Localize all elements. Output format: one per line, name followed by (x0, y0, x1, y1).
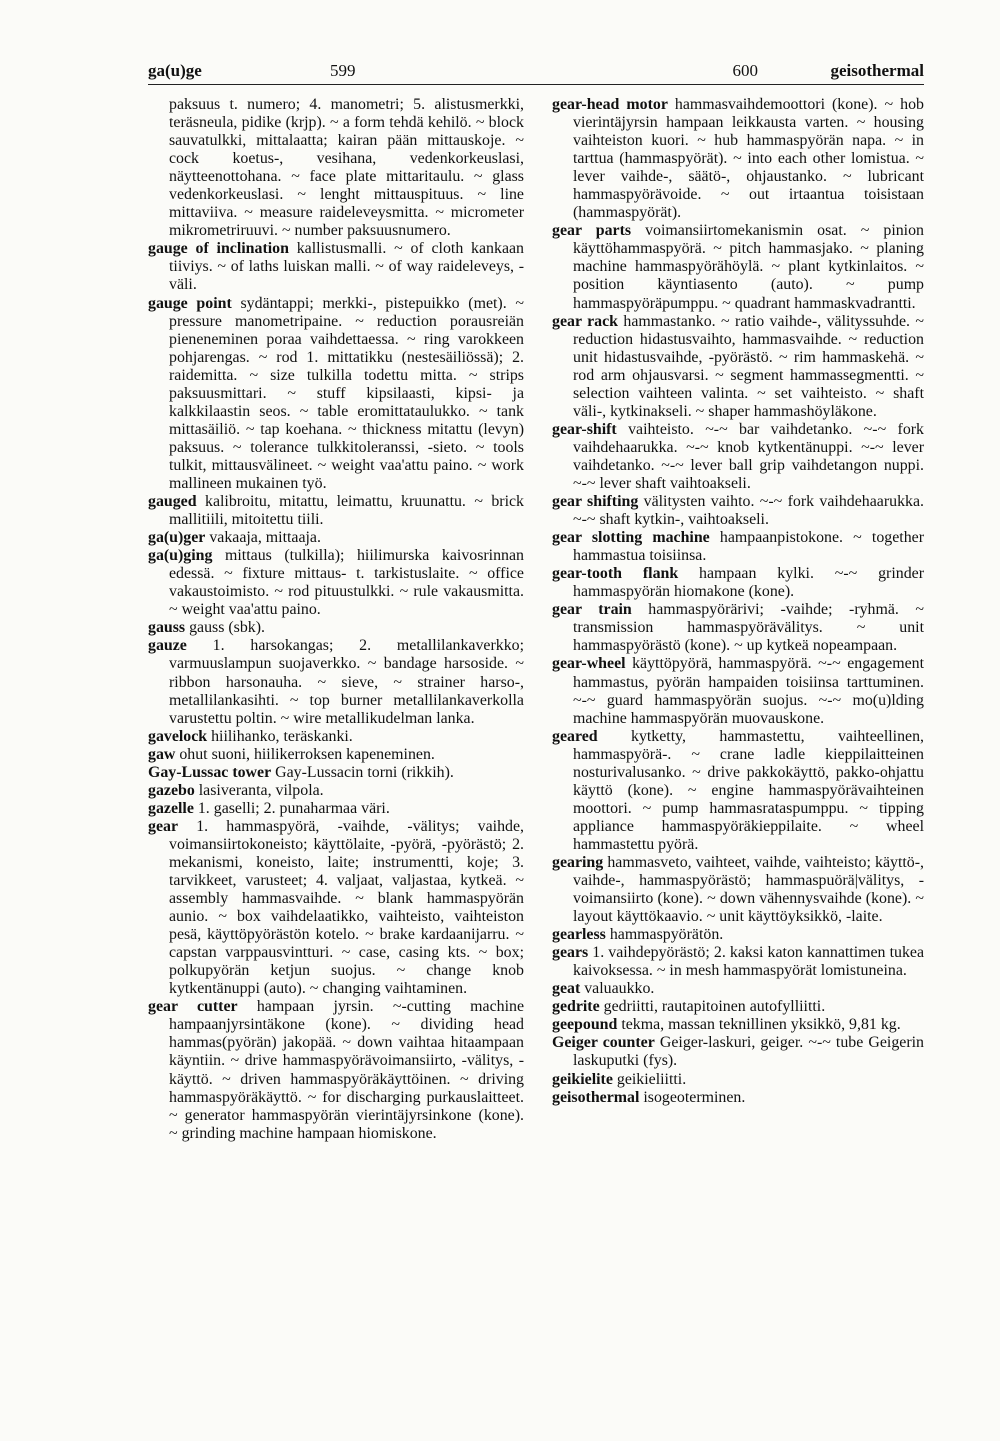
entry-gedrite: gedrite gedriitti, rautapitoinen autofylliitti. (552, 998, 826, 1016)
entry-gear: gear 1. hammaspyörä, -vaihde, -välitys; vaihde, voimansiirtokoneisto; käyttölaite, -pyörä, -pyörästö; 2. mekanismi, koneisto, laite; instrumentti, koje; 3. tarvikkeet, varusteet; 4. valjaat, valjastaa, kytkeä. ~ assembly hammasvaihde. ~ blank hammaspyörän aunio. ~ box vaihdelaatikko, vaihteisto, vaihteiston pesä, käyttöpyörästön kotelo. ~ brake kardaanijarru. ~ capstan varppausvintturi. ~ case, casing kts. ~ box; polkupyörän ketjun suojus. ~ change knob kytkentänuppi (auto). ~ changing vaihtaminen. (148, 817, 524, 998)
continuation-entry: paksuus t. numero; 4. manometri; 5. alistusmerkki, teräsneula, pidike (krjp). ~ a form tehdä kehilö. ~ block sauvatulkki, mittalaatta; kairan pään mittauskoje. ~ cock koetus-, vesihana, vedenkorkeuslasi, näytteenottohana. ~ face plate mittaritaulu. ~ glass vedenkorkeuslasi. ~ lenght mittauspituus. ~ line mittaviiva. ~ measure raideleveysmitta. ~ micrometer mikrometriruuvi. ~ number paksuusnumero. (169, 96, 524, 240)
right-column (552, 96, 924, 1107)
entry-gear-shift: gear-shift vaihteisto. ~-~ bar vaihdetanko. ~-~ fork vaihdehaarukka. ~-~ knob kytkentänuppi. ~-~ lever vaihdetanko. ~-~ lever ball grip vaihdetangon nuppi. ~-~ lever shaft vaihtoakseli. (552, 420, 924, 492)
entry-gear-parts: gear parts voimansiirtomekanismin osat. ~ pinion käyttöhammaspyörä. ~ pitch hammasjako. ~ planing machine hammaspyörähöylä. ~ plant kytkinlaitos. ~ position käyntiasento (auto). ~ pump hammaspyöräpumppu. ~ quadrant hammaskvadrantti. (552, 222, 924, 312)
left-page-number: 599 (330, 61, 356, 80)
entry-gauger: ga(u)ger vakaaja, mittaaja. (148, 529, 321, 547)
right-page-number: 600 (732, 61, 758, 80)
entry-gear-rack: gear rack hammastanko. ~ ratio vaihde-, välityssuhde. ~ reduction hidastusvaihto, hammasvaihde. ~ reduction unit hidastusvaihde, -pyörästö. ~ rim hammaskehä. ~ rod arm ohjausvarsi. ~ segment hammassegmentti. ~ selection vaihteen valinta. ~ set vaihteisto. ~ shaft väli-, kytkinakseli. ~ shaper hammashöyläkone. (552, 312, 924, 420)
right-guide-word: geisothermal (830, 61, 924, 80)
left-column (148, 96, 524, 1143)
entry-gears: gears 1. vaihdepyörästö; 2. kaksi katon kannattimen tukea kaivoksessa. ~ in mesh hammaspyörät lomistuneina. (552, 944, 924, 980)
entry-gauge-of-inclination: gauge of inclination kallistusmalli. ~ of cloth kankaan tiiviys. ~ of laths luiskan malli. ~ of way raideleveys, -väli. (148, 240, 524, 294)
entry-gauss: gauss gauss (sbk). (148, 619, 265, 637)
entry-gear-head-motor: gear-head motor hammasvaihdemoottori (kone). ~ hob vierintäjyrsin hampaan leikkausta varten. ~ housing vaihteiston kuori. ~ hub hammaspyörän napa. ~ in tarttua (hammaspyörät). ~ into each other lomistua. ~ lever vaihde-, säätö-, ohjaustanko. ~ lubricant hammaspyörävoide. ~ out irtaantua toisistaan (hammaspyörät). (552, 96, 924, 222)
entry-geared: geared kytketty, hammastettu, vaihteellinen, hammaspyörä-. ~ crane ladle kieppilaitteinen nosturivalusanko. ~ drive pakkokäyttö, pakko-ohjattu käyttö (kone). ~ engine hammaspyörävaihteinen moottori. ~ pump hammasrataspumppu. ~ tipping appliance hammaspyöräkieppilaite. ~ wheel hammastettu pyörä. (552, 727, 924, 853)
entry-gauge-point: gauge point sydäntappi; merkki-, pistepuikko (met). ~ pressure manometripaine. ~ reduction porausreiän pieneneminen poraa vaihdettaessa. ~ ring varokkeen pohjarengas. ~ rod 1. mittatikku (nestesäiliössä); 2. raidemitta. ~ size tulkilla todettu mitta. ~ strips paksuusmittari. ~ stuff kipsilaasti, kipsi- ja kalkkilaastin seos. ~ table eromittataulukko. ~ tank mittasäiliö. ~ tap koehana. ~ thickness mitattu (levyn) paksuus. ~ tolerance tulkkitoleranssi, -sieto. ~ tools tulkit, mittausvälineet. ~ weight vaa'attu paino. ~ work mallineen mukainen työ. (148, 294, 524, 492)
entry-gauze: gauze 1. harsokangas; 2. metallilankaverkko; varmuuslampun suojaverkko. ~ bandage harsoside. ~ ribbon harsonauha. ~ sieve, ~ strainer harso-, metallilankasihti. ~ top burner metallilankaverkolla varustettu poltin. ~ wire metallikudelman lanka. (148, 637, 524, 727)
entry-gear-wheel: gear-wheel käyttöpyörä, hammaspyörä. ~-~ engagement hammastus, pyörän hampaiden toisiinsa tarttuminen. ~-~ guard hammaspyörän suojus. ~-~ mo(u)lding machine hammaspyörän muovauskone. (552, 655, 924, 727)
entry-gearing: gearing hammasveto, vaihteet, vaihde, vaihteisto; käyttö-, vaihde-, hammaspyörästö; hammaspuörä|välitys, -voimansiirto (kone). ~ down vähennysvaihde (kone). ~ layout käyttökaavio. ~ unit käyttöyksikkö, -laite. (552, 853, 924, 926)
entry-gear-train: gear train hammaspyörärivi; -vaihde; -ryhmä. ~ transmission hammaspyörävälitys. ~ unit hammaspyörästö (kone). ~ up kytkeä nopeampaan. (552, 601, 924, 655)
entry-geat: geat valuaukko. (552, 980, 655, 998)
entry-geiger-counter: Geiger counter Geiger-laskuri, geiger. ~-~ tube Geigerin laskuputki (fys). (552, 1034, 925, 1070)
entry-gear-cutter: gear cutter hampaan jyrsin. ~-cutting machine hampaanjyrsintäkone (kone). ~ dividing head hammas(pyörän) jakopää. ~ down vaihtaa hitaampaan käyntiin. ~ drive hammaspyörävoimansiirto, -välitys, -käyttö. ~ driven hammaspyöräkäyttöinen. ~ driving hammaspyöräkäyttö. ~ for discharging purkauslaitteet. ~ generator hammaspyörän vierintäjyrsinkone (kone). ~ grinding machine hampaan hiomiskone. (148, 998, 524, 1142)
entry-gay-lussac-tower: Gay-Lussac tower Gay-Lussacin torni (rikkih). (148, 763, 454, 781)
entry-gazebo: gazebo lasiveranta, vilpola. (148, 781, 324, 799)
entry-gavelock: gavelock hiilihanko, teräskanki. (148, 727, 353, 745)
running-header (148, 58, 924, 85)
entry-gear-shifting: gear shifting välitysten vaihto. ~-~ fork vaihdehaarukka. ~-~ shaft kytkin-, vaihtoakseli. (552, 493, 924, 529)
entry-geepound: geepound tekma, massan teknillinen yksikkö, 9,81 kg. (552, 1016, 901, 1034)
entry-gazelle: gazelle 1. gaselli; 2. punaharmaa väri. (148, 799, 390, 817)
entry-gear-slotting-machine: gear slotting machine hampaanpistokone. ~ together hammastua toisiinsa. (552, 529, 924, 565)
entry-gauging: ga(u)ging mittaus (tulkilla); hiilimurska kaivosrinnan edessä. ~ fixture mittaus- t. tarkistuslaite. ~ office vakaustoimisto. ~ rod pituustulkki. ~ rule vakausmitta. ~ weight vaa'attu paino. (148, 547, 524, 619)
entry-gaw: gaw ohut suoni, hiilikerroksen kapeneminen. (148, 745, 435, 763)
left-guide-word: ga(u)ge (148, 61, 202, 80)
entry-gearless: gearless hammaspyörätön. (552, 926, 724, 944)
entry-gauged: gauged kalibroitu, mitattu, leimattu, kruunattu. ~ brick mallitiili, mitoitettu tiili. (148, 493, 524, 529)
entry-geisothermal: geisothermal isogeoterminen. (552, 1088, 746, 1106)
entry-gear-tooth-flank: gear-tooth flank hampaan kylki. ~-~ grinder hammaspyörän hiomakone (kone). (552, 565, 924, 601)
entry-geikielite: geikielite geikieliitti. (552, 1070, 687, 1088)
